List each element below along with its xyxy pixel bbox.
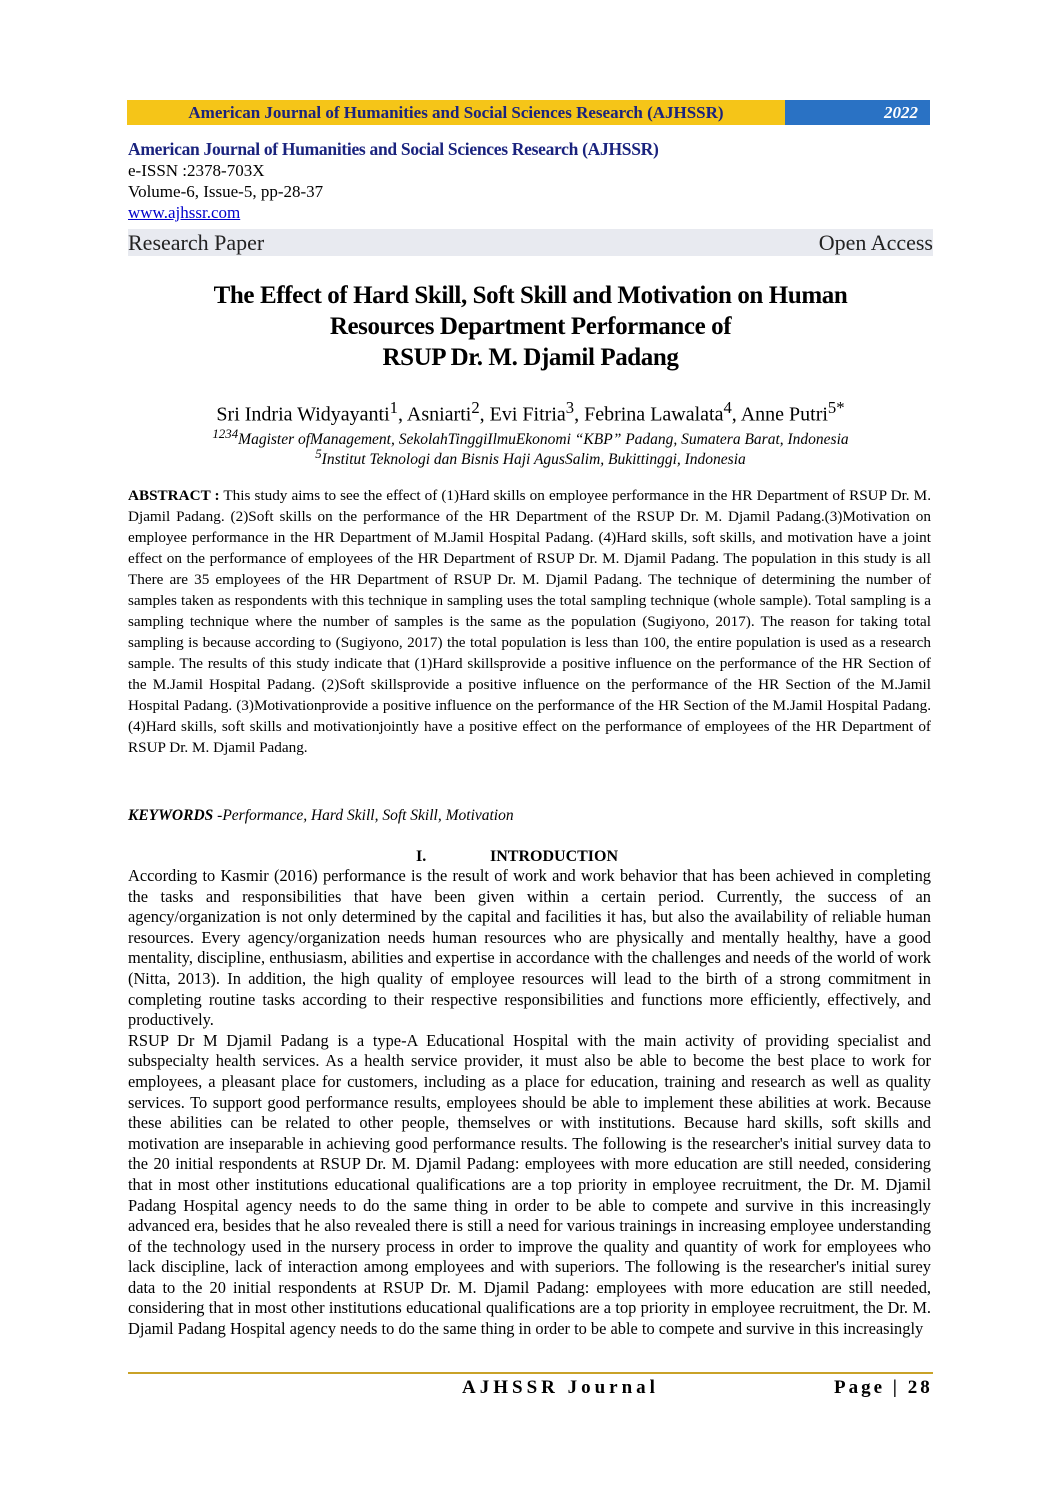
- running-header-journal: American Journal of Humanities and Social Sciences Research (AJHSSR): [127, 100, 785, 125]
- affiliation-sup: 1234: [212, 426, 239, 441]
- keywords-text: -Performance, Hard Skill, Soft Skill, Motivation: [213, 807, 514, 824]
- author-name: Sri Indria Widyayanti: [216, 403, 390, 426]
- eissn: e-ISSN :2378-703X: [128, 161, 265, 180]
- section-number: I.: [416, 848, 427, 865]
- volume-issue: Volume-6, Issue-5, pp-28-37: [128, 182, 324, 201]
- paper-type: Research Paper: [128, 229, 265, 255]
- journal-meta: [128, 139, 933, 223]
- title-line: The Effect of Hard Skill, Soft Skill and Motivation on Human: [213, 282, 848, 309]
- keywords: [128, 806, 931, 826]
- author-sup: 4: [723, 398, 732, 417]
- affiliation-sup: 5: [315, 446, 322, 461]
- running-header-year: 2022: [785, 100, 930, 125]
- affiliation: [128, 444, 933, 470]
- abstract-label: ABSTRACT :: [128, 487, 220, 504]
- abstract-text: This study aims to see the effect of (1)Hard skills on employee performance in the HR Department of RSUP Dr. M. Djamil Padang. (2)Soft skills on the performance of the HR Department of the RSUP Dr. M. Djamil Padang.(3)Motivation on employee performance in the HR Department of M.Jamil Hospital Padang. (4)Hard skills, soft skills, and motivation have a joint effect on the performance of employees of the HR Department of RSUP Dr. M. Djamil Padang. The population in this study is all There are 35 employees of the HR Department of RSUP Dr. M. Djamil Padang. The technique of determining the number of samples taken as respondents with this technique in sampling uses the total sampling technique (whole sample). Total sampling is a sampling technique where the number of samples is the same as the population (Sugiyono, 2017). The reason for taking total sampling is because according to (Sugiyono, 2017) the total population is less than 100, the entire population is used as a research sample. The results of this study indicate that (1)Hard skillsprovide a positive influence on the performance of the HR Section of the M.Jamil Hospital Padang. (2)Soft skillsprovide a positive influence on the performance of the HR Section of the M.Jamil Hospital Padang. (3)Motivationprovide a positive influence on the performance of the HR Section of the M.Jamil Hospital Padang. (4)Hard skills, soft skills and motivationjointly have a positive effect on the performance of employees of the HR Department of RSUP Dr. M. Djamil Padang.: [128, 487, 931, 756]
- introduction-body: [128, 866, 931, 1340]
- footer-journal: AJHSSR Journal: [462, 1377, 659, 1398]
- author-sup: 1: [389, 398, 398, 417]
- paragraph: According to Kasmir (2016) performance is the result of work and work behavior that has been achieved in completing the tasks and responsibilities that have been given within a certain period. Currently, the success of an agency/organization is not only determined by the capital and facilities it has, but also the availability of reliable human resources. Every agency/organization needs human resources who are physically and mentally healthy, have a good mentality, discipline, enthusiasm, abilities and expertise in accordance with the challenges and needs of the world of work (Nitta, 2013). In addition, the high quality of employee resources will lead to the birth of a strong commitment in completing routine tasks according to their respective responsibilities and functions more efficiently, effectively, and productively.: [128, 866, 931, 1030]
- author-list: Sri Indria Widyayanti$^1$, Asniarti$^2$, Evi Fitria$^3$, Febrina Lawalata$^4$, Anne Putri$^{5*}$: [216, 398, 845, 426]
- author-sup: 5*: [827, 398, 845, 417]
- affiliation-text: Magister ofManagement, SekolahTinggiIlmuEkonomi “KBP” Padang, Sumatera Barat, Indonesia: [238, 431, 849, 449]
- author-name: Anne Putri: [740, 403, 828, 426]
- author-name: Asniarti: [406, 403, 472, 426]
- abstract: [128, 485, 931, 758]
- journal-website-link[interactable]: www.ajhssr.com: [128, 203, 241, 222]
- access-type: Open Access: [818, 229, 933, 255]
- running-header: [127, 100, 930, 125]
- section-title: INTRODUCTION: [490, 848, 619, 865]
- paper-type-bar: [128, 229, 933, 256]
- keywords-label: KEYWORDS: [128, 807, 214, 824]
- paragraph: RSUP Dr M Djamil Padang is a type-A Educational Hospital with the main activity of providing specialist and subspecialty health services. As a health service provider, it must also be able to become the best place to work for employees, a pleasant place for customers, including as a place for education, training and research as well as quality services. To support good performance results, employees should be able to implement these abilities at work. Because these abilities can be related to other people, themselves or with institutions. Because hard skills, soft skills and motivation are inseparable in achieving good performance results. The following is the researcher's initial survey data to the 20 initial respondents at RSUP Dr. M. Djamil Padang: employees with more education are still needed, considering that in most other institutions educational qualifications are a top priority in employee recruitment, the Dr. M. Djamil Padang Hospital agency needs to do the same thing in order to be able to compete and survive in this increasingly advanced era, besides that he also revealed there is still a need for various trainings in increasing employee understanding of the technology used in the nursery process in order to improve the quality and quantity of work for employees who lack discipline, lack of interaction among employees and with superiors. The following is the researcher's initial surey data to the 20 initial respondents at RSUP Dr. M. Djamil Padang: employees with more education are still needed, considering that in most other institutions educational qualifications are a top priority in employee recruitment, the Dr. M. Djamil Padang Hospital agency needs to do the same thing in order to be able to compete and survive in this increasingly: [128, 1030, 931, 1339]
- author-sup: 3: [565, 398, 575, 417]
- author-name: Evi Fitria: [489, 403, 566, 426]
- footer-page-number: Page | 28: [834, 1377, 933, 1398]
- footer-divider: [128, 1372, 933, 1374]
- author-name: Febrina Lawalata: [584, 403, 724, 426]
- title-line: RSUP Dr. M. Djamil Padang: [382, 344, 679, 371]
- affiliation-text: Institut Teknologi dan Bisnis Haji AgusSalim, Bukittinggi, Indonesia: [321, 451, 746, 469]
- author-sup: 2: [471, 398, 480, 417]
- paper-title: [128, 280, 933, 373]
- title-line: Resources Department Performance of: [329, 313, 732, 340]
- journal-name: American Journal of Humanities and Social Sciences Research (AJHSSR): [128, 139, 659, 159]
